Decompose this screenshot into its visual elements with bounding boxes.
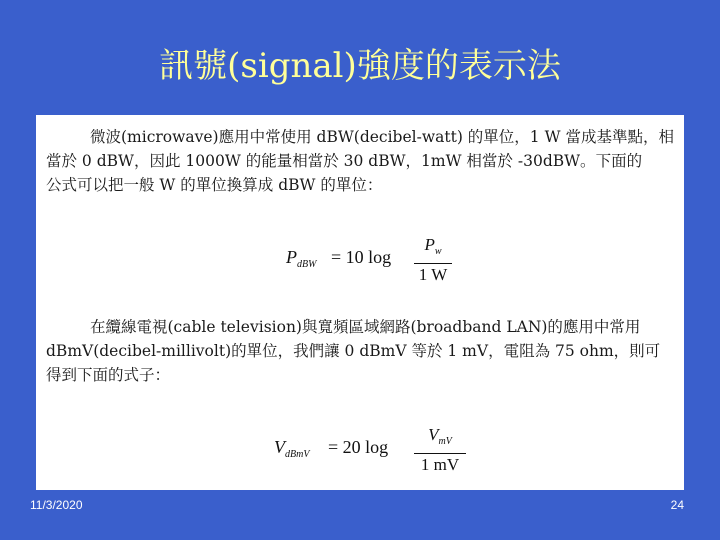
paragraph-line: 微波(microwave)應用中常使用 dBW(decibel-watt) 的單位，1 W 當成基準點，相 bbox=[90, 128, 674, 146]
content-area bbox=[36, 115, 684, 490]
formula-lhs: $P_{dBW}$ bbox=[286, 247, 317, 270]
fraction-numerator: $P_w$ bbox=[424, 235, 442, 257]
page-number: 24 bbox=[670, 498, 684, 512]
formula-lhs: $V_{dBmV}$ bbox=[274, 437, 310, 460]
formula-equals-log: = 20 log bbox=[328, 437, 389, 457]
formula-dbw bbox=[286, 235, 466, 285]
fraction-bar bbox=[414, 263, 452, 264]
paragraph-dbw bbox=[46, 125, 676, 197]
formula-fraction bbox=[414, 425, 466, 475]
paragraph-dbmv bbox=[46, 315, 676, 387]
fraction-denominator: 1 mV bbox=[420, 455, 460, 474]
formula-dbmv bbox=[274, 425, 474, 475]
paragraph-line: 在纜線電視(cable television)與寬頻區域網路(broadband LAN)的應用中常用 bbox=[90, 318, 641, 336]
fraction-denominator: 1 W bbox=[418, 265, 448, 284]
paragraph-line: 當於 0 dBW，因此 1000W 的能量相當於 30 dBW，1mW 相當於 -30dBW。下面的 bbox=[46, 152, 643, 170]
formula-fraction bbox=[414, 235, 452, 285]
footer-date: 11/3/2020 bbox=[30, 498, 83, 512]
formula-equals-log: = 10 log bbox=[331, 247, 392, 267]
paragraph-line: 公式可以把一般 W 的單位換算成 dBW 的單位： bbox=[46, 176, 383, 194]
fraction-bar bbox=[414, 453, 466, 454]
paragraph-line: 得到下面的式子： bbox=[46, 366, 171, 384]
fraction-numerator: $V_{mV}$ bbox=[428, 425, 452, 447]
paragraph-line: dBmV(decibel-millivolt)的單位，我們讓 0 dBmV 等於 1 mV，電阻為 75 ohm，則可 bbox=[46, 342, 661, 360]
slide-title: 訊號(signal)強度的表示法 bbox=[159, 46, 561, 86]
